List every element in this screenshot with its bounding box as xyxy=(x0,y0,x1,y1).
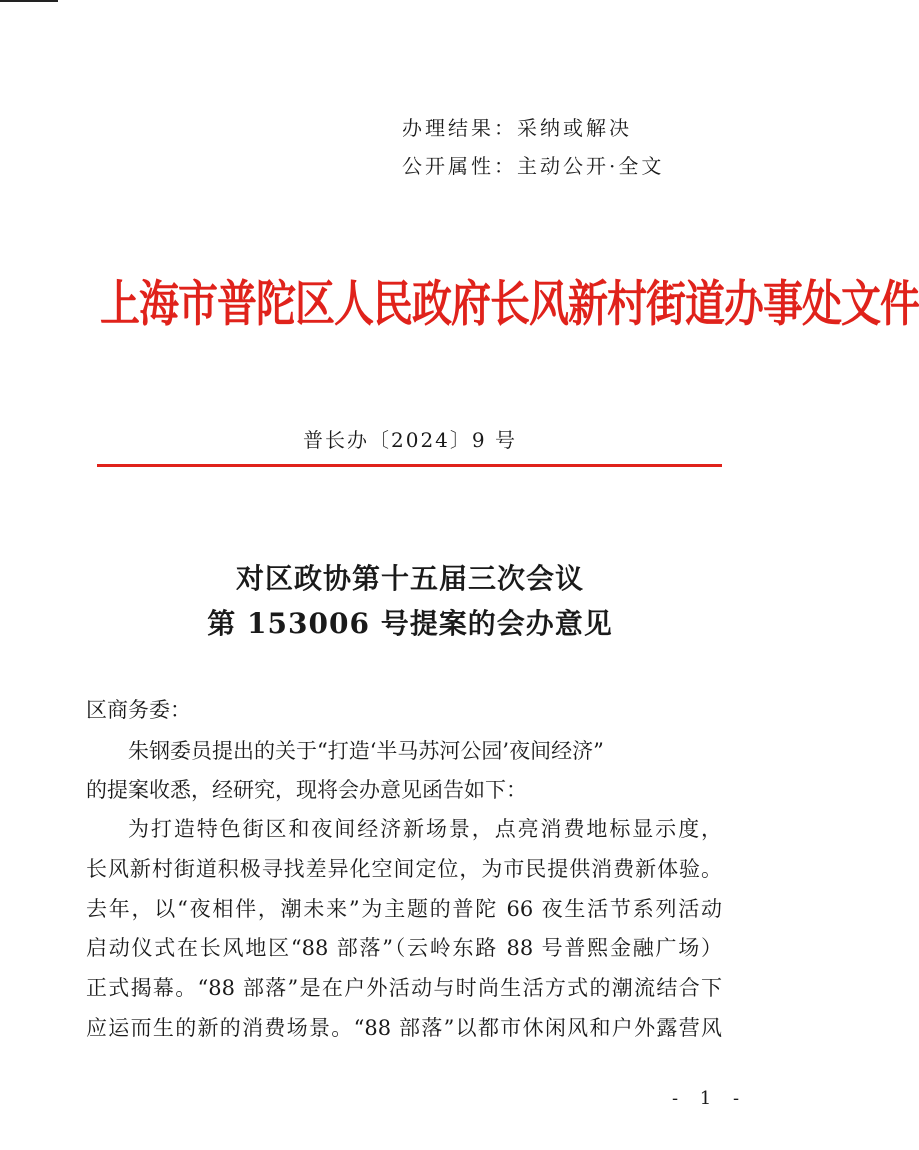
red-divider xyxy=(97,464,722,467)
body-line: 应运而生的新的消费场景。“88 部落”以都市休闲风和户外露营风 xyxy=(86,1016,722,1040)
body-line: 为打造特色街区和夜间经济新场景，点亮消费地标显示度， xyxy=(128,817,722,841)
processing-result: 办理结果：采纳或解决 xyxy=(402,116,632,140)
body-line: 长风新村街道积极寻找差异化空间定位，为市民提供消费新体验。 xyxy=(86,857,722,881)
body-line: 去年，以“夜相伴，潮未来”为主题的普陀 66 夜生活节系列活动 xyxy=(86,897,722,921)
disclosure-attribute: 公开属性：主动公开·全文 xyxy=(402,154,665,178)
page-number: - 1 - xyxy=(672,1088,748,1109)
body-line: 正式揭幕。“88 部落”是在户外活动与时尚生活方式的潮流结合下 xyxy=(86,976,722,1000)
body-line: 启动仪式在长风地区“88 部落”（云岭东路 88 号普熙金融广场） xyxy=(86,936,722,960)
body-line: 朱钢委员提出的关于“打造‘半马苏河公园’夜间经济” xyxy=(128,739,604,763)
salutation: 区商务委： xyxy=(86,698,191,722)
document-title-line-1: 对区政协第十五届三次会议 xyxy=(235,562,584,595)
document-title-line-2: 第 153006 号提案的会办意见 xyxy=(207,607,613,640)
document-number: 普长办〔2024〕9 号 xyxy=(303,428,517,452)
document-masthead: 上海市普陀区人民政府长风新村街道办事处文件 xyxy=(100,275,919,333)
scan-corner-mark xyxy=(0,0,58,2)
body-line: 的提案收悉，经研究，现将会办意见函告如下： xyxy=(86,778,527,802)
